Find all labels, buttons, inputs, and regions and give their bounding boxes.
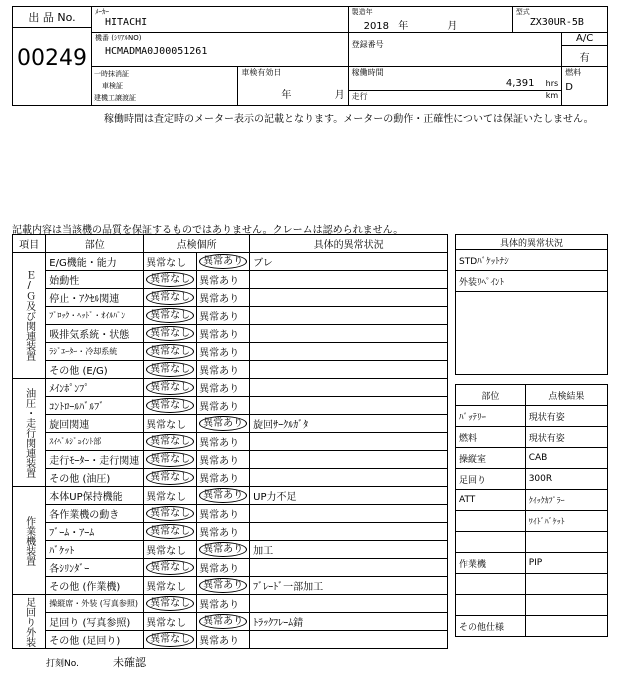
status-ng-cell	[197, 541, 250, 559]
table-row	[13, 307, 448, 325]
table-row	[13, 253, 448, 271]
detail-cell: ﾄﾗｯｸﾌﾚｰﾑ錆	[250, 613, 448, 631]
fuel-value: D	[565, 82, 573, 93]
status-ok-cell	[144, 595, 197, 613]
detail-cell	[250, 271, 448, 289]
status-ng-cell	[197, 505, 250, 523]
lot-label: 出 品 No.	[13, 9, 91, 28]
result-part: その他仕様	[456, 616, 526, 637]
hours-label: 稼働時間	[351, 68, 384, 77]
detail-cell	[250, 379, 448, 397]
fuel-label: 燃料	[565, 68, 582, 77]
status-ok-label: 異常なし	[146, 546, 187, 557]
result-value: 現状有姿	[525, 427, 607, 448]
year-unit: 年	[398, 21, 409, 32]
result-part: 燃料	[456, 427, 526, 448]
header-table	[12, 6, 608, 106]
side-issue-2: 外装ﾘﾍﾟｲﾝﾄ	[456, 271, 608, 292]
status-ng-cell	[197, 613, 250, 631]
status-ng-label: 異常あり	[199, 600, 240, 611]
part-cell: その他 (油圧)	[46, 469, 144, 487]
part-cell: 吸排気系統・状態	[46, 325, 144, 343]
part-cell: E/G機能・能力	[46, 253, 144, 271]
status-ok-cell	[144, 505, 197, 523]
status-ok-label: 異常なし	[146, 420, 187, 431]
status-ok-label: 異常なし	[146, 492, 187, 503]
status-ng-label: 異常あり	[199, 384, 240, 395]
status-ok-cell	[144, 613, 197, 631]
detail-cell	[250, 523, 448, 541]
serial-value: HCMADMA0J00051261	[105, 46, 208, 57]
result-part: ATT	[456, 490, 526, 511]
table-row	[13, 469, 448, 487]
result-value: PIP	[525, 553, 607, 574]
part-cell: 始動性	[46, 271, 144, 289]
status-ok-cell	[144, 289, 197, 307]
part-cell: ｽｲﾍﾞﾙｼﾞｮｲﾝﾄ部	[46, 433, 144, 451]
status-ng-selected: 異常あり	[199, 416, 247, 431]
status-ok-selected: 異常なし	[146, 524, 194, 539]
table-row	[13, 361, 448, 379]
result-part	[456, 532, 526, 553]
status-ok-cell	[144, 451, 197, 469]
result-row	[456, 448, 608, 469]
status-ng-label: 異常あり	[199, 348, 240, 359]
inspection-table	[12, 234, 448, 649]
side-issues-header: 具体的異常状況	[456, 235, 608, 250]
status-ng-label: 異常あり	[199, 294, 240, 305]
status-ok-cell	[144, 631, 197, 649]
hours-cell	[348, 67, 562, 91]
table-row	[13, 577, 448, 595]
travel-cell	[348, 90, 562, 105]
result-value: 300R	[525, 469, 607, 490]
status-ng-selected: 異常あり	[199, 614, 247, 629]
hours-unit: hrs	[545, 79, 559, 88]
status-ok-selected: 異常なし	[146, 596, 194, 611]
status-ok-selected: 異常なし	[146, 272, 194, 287]
part-cell: ﾗｼﾞｴｰﾀｰ・冷却系統	[46, 343, 144, 361]
status-ng-label: 異常あり	[199, 330, 240, 341]
detail-cell	[250, 433, 448, 451]
result-part	[456, 595, 526, 616]
disclaimer: 記載内容は当該機の品質を保証するものではありません。クレームは認められません。	[12, 225, 404, 236]
col-check: 点検個所	[144, 235, 250, 253]
status-ok-cell	[144, 325, 197, 343]
registration-cell	[348, 33, 562, 67]
status-ng-cell	[197, 523, 250, 541]
part-cell: その他 (足回り)	[46, 631, 144, 649]
col-detail: 具体的異常状況	[250, 235, 448, 253]
status-ok-label: 異常なし	[146, 582, 187, 593]
result-part: 操縦室	[456, 448, 526, 469]
status-ok-cell	[144, 559, 197, 577]
part-cell: ﾌﾞﾛｯｸ・ﾍｯﾄﾞ・ｵｲﾙﾊﾟﾝ	[46, 307, 144, 325]
detail-cell	[250, 559, 448, 577]
status-ok-cell	[144, 487, 197, 505]
table-row	[13, 487, 448, 505]
status-ng-cell	[197, 271, 250, 289]
result-row	[456, 595, 608, 616]
travel-label: 走行	[351, 91, 368, 101]
detail-cell	[250, 361, 448, 379]
result-part: 作業機	[456, 553, 526, 574]
serial-label: 機番 (ｼﾘｱﾙNO)	[95, 34, 142, 42]
status-ng-label: 異常あり	[199, 438, 240, 449]
status-ng-label: 異常あり	[199, 510, 240, 521]
ac-value: 有	[562, 46, 608, 67]
status-ok-selected: 異常なし	[146, 290, 194, 305]
table-row	[13, 343, 448, 361]
result-row	[456, 427, 608, 448]
hours-note: 稼働時間は査定時のメーター表示の記載となります。メーターの動作・正確性については保証いたしません。	[104, 114, 594, 125]
ac-label: A/C	[562, 33, 608, 46]
status-ok-cell	[144, 307, 197, 325]
status-ng-label: 異常あり	[199, 564, 240, 575]
table-row	[13, 397, 448, 415]
status-ok-cell	[144, 253, 197, 271]
result-row	[456, 511, 608, 532]
table-row	[13, 631, 448, 649]
status-ok-cell	[144, 379, 197, 397]
status-ok-selected: 異常なし	[146, 344, 194, 359]
detail-cell	[250, 451, 448, 469]
detail-cell: 加工	[250, 541, 448, 559]
result-part: 足回り	[456, 469, 526, 490]
status-ok-selected: 異常なし	[146, 560, 194, 575]
status-ng-label: 異常あり	[199, 636, 240, 647]
detail-cell	[250, 343, 448, 361]
model-value: ZX30UR-5B	[529, 17, 584, 28]
status-ng-cell	[197, 361, 250, 379]
status-ng-label: 異常あり	[199, 528, 240, 539]
inspection-results-table	[455, 384, 608, 637]
model-cell	[512, 7, 607, 33]
status-ng-label: 異常あり	[199, 276, 240, 287]
status-ng-selected: 異常あり	[199, 542, 247, 557]
part-cell: 旋回関連	[46, 415, 144, 433]
maker-label: ﾒｰｶｰ	[95, 8, 109, 16]
result-row	[456, 574, 608, 595]
part-cell: ﾒｲﾝﾎﾟﾝﾌﾟ	[46, 379, 144, 397]
result-row	[456, 490, 608, 511]
year-cell	[348, 7, 512, 33]
detail-cell	[250, 631, 448, 649]
detail-cell	[250, 325, 448, 343]
col-part: 部位	[46, 235, 144, 253]
detail-cell	[250, 397, 448, 415]
model-label: 型式	[515, 8, 530, 16]
detail-cell: ブレ	[250, 253, 448, 271]
side-issue-blank	[456, 292, 608, 375]
hours-value: 4,391	[505, 78, 535, 89]
status-ng-label: 異常あり	[199, 402, 240, 413]
status-ok-selected: 異常なし	[146, 362, 194, 377]
status-ok-selected: 異常なし	[146, 434, 194, 449]
part-cell: ｺﾝﾄﾛｰﾙﾊﾞﾙﾌﾞ	[46, 397, 144, 415]
detail-cell: UP力不足	[250, 487, 448, 505]
status-ok-label: 異常なし	[146, 618, 187, 629]
status-ok-cell	[144, 271, 197, 289]
status-ng-cell	[197, 631, 250, 649]
detail-cell	[250, 505, 448, 523]
table-row	[13, 559, 448, 577]
fuel-cell	[562, 67, 608, 106]
part-cell: 走行ﾓｰﾀｰ・走行関連	[46, 451, 144, 469]
status-ng-cell	[197, 595, 250, 613]
status-ng-cell	[197, 469, 250, 487]
validity-cell	[238, 67, 348, 106]
status-ng-cell	[197, 253, 250, 271]
km-unit: km	[545, 90, 559, 100]
part-cell: ﾌﾞｰﾑ・ｱｰﾑ	[46, 523, 144, 541]
status-ok-label: 異常なし	[146, 258, 187, 269]
status-ok-selected: 異常なし	[146, 308, 194, 323]
category-label: 足回り外装	[13, 595, 46, 649]
status-ng-label: 異常あり	[199, 474, 240, 485]
status-ng-cell	[197, 325, 250, 343]
result-value	[525, 616, 607, 637]
maker-cell	[92, 7, 349, 33]
table-row	[13, 325, 448, 343]
status-ok-selected: 異常なし	[146, 470, 194, 485]
validity-label: 車検有効日	[241, 68, 282, 77]
status-ok-cell	[144, 523, 197, 541]
result-row	[456, 553, 608, 574]
status-ok-selected: 異常なし	[146, 326, 194, 341]
results-col-result: 点検結果	[525, 385, 607, 406]
status-ng-cell	[197, 433, 250, 451]
category-label: Ｅ/Ｇ及び関連装置	[13, 253, 46, 379]
status-ok-cell	[144, 469, 197, 487]
status-ok-selected: 異常なし	[146, 398, 194, 413]
status-ng-label: 異常あり	[199, 456, 240, 467]
status-ok-selected: 異常なし	[146, 506, 194, 521]
side-issue-1: STDﾊﾞｹｯﾄﾅｼ	[456, 250, 608, 271]
status-ng-cell	[197, 487, 250, 505]
year-label: 製造年	[351, 8, 373, 16]
table-row	[13, 289, 448, 307]
status-ng-cell	[197, 343, 250, 361]
part-cell: 各作業機の動き	[46, 505, 144, 523]
col-item: 項目	[13, 235, 46, 253]
table-row	[13, 541, 448, 559]
status-ok-selected: 異常なし	[146, 380, 194, 395]
transfer-cert-label: 建機工譲渡証	[94, 94, 136, 102]
stamp-label: 打刻No.	[46, 659, 79, 669]
lot-cell	[13, 7, 92, 106]
result-row	[456, 469, 608, 490]
status-ng-cell	[197, 451, 250, 469]
part-cell: 本体UP保持機能	[46, 487, 144, 505]
result-part	[456, 511, 526, 532]
result-value: ｸｲｯｸｶﾌﾟﾗｰ	[525, 490, 607, 511]
part-cell: ﾊﾞｹｯﾄ	[46, 541, 144, 559]
detail-cell	[250, 595, 448, 613]
vehicle-inspection-label: 車検証	[102, 82, 123, 90]
status-ok-cell	[144, 541, 197, 559]
status-ok-cell	[144, 397, 197, 415]
status-ng-selected: 異常あり	[199, 488, 247, 503]
status-ng-cell	[197, 379, 250, 397]
status-ok-selected: 異常なし	[146, 452, 194, 467]
part-cell: 操縦席・外装 (写真参照)	[46, 595, 144, 613]
status-ok-selected: 異常なし	[146, 632, 194, 647]
status-ok-cell	[144, 415, 197, 433]
category-label: 油圧・走行関連装置	[13, 379, 46, 487]
table-row	[13, 613, 448, 631]
side-issues-table	[455, 234, 608, 375]
category-label: 作業機装置	[13, 487, 46, 595]
table-row	[13, 523, 448, 541]
table-row	[13, 433, 448, 451]
result-value	[525, 595, 607, 616]
status-ok-cell	[144, 343, 197, 361]
status-ng-selected: 異常あり	[199, 578, 247, 593]
part-cell: 停止・ｱｸｾﾙ関連	[46, 289, 144, 307]
result-part: ﾊﾞｯﾃﾘｰ	[456, 406, 526, 427]
serial-cell	[92, 33, 349, 67]
result-value	[525, 574, 607, 595]
status-ng-label: 異常あり	[199, 312, 240, 323]
result-value	[525, 532, 607, 553]
part-cell: その他 (作業機)	[46, 577, 144, 595]
temp-cancel-label: 一時抹消証	[94, 70, 129, 78]
table-row	[13, 379, 448, 397]
detail-cell	[250, 469, 448, 487]
status-ng-selected: 異常あり	[199, 254, 247, 269]
status-ng-label: 異常あり	[199, 366, 240, 377]
lot-number: 00249	[17, 46, 87, 71]
table-row	[13, 595, 448, 613]
status-ok-cell	[144, 433, 197, 451]
detail-cell	[250, 289, 448, 307]
registration-label: 登録番号	[351, 40, 384, 49]
status-ng-cell	[197, 415, 250, 433]
result-row	[456, 616, 608, 637]
status-ng-cell	[197, 307, 250, 325]
detail-cell: 旋回ｻｰｸﾙｶﾞﾀ	[250, 415, 448, 433]
maker-value: HITACHI	[105, 17, 148, 28]
table-row	[13, 415, 448, 433]
month-unit: 月	[447, 21, 458, 32]
validity-month-unit: 月	[334, 90, 345, 101]
part-cell: 各ｼﾘﾝﾀﾞｰ	[46, 559, 144, 577]
status-ok-cell	[144, 361, 197, 379]
year-value: 2018	[363, 21, 390, 32]
results-col-part: 部位	[456, 385, 526, 406]
status-ok-cell	[144, 577, 197, 595]
status-ng-cell	[197, 397, 250, 415]
certificates-cell	[92, 67, 238, 106]
result-value: CAB	[525, 448, 607, 469]
detail-cell	[250, 307, 448, 325]
validity-year-unit: 年	[281, 90, 292, 101]
part-cell: その他 (E/G)	[46, 361, 144, 379]
table-row	[13, 505, 448, 523]
status-ng-cell	[197, 559, 250, 577]
status-ng-cell	[197, 289, 250, 307]
result-part	[456, 574, 526, 595]
table-row	[13, 451, 448, 469]
result-value: 現状有姿	[525, 406, 607, 427]
result-value: ﾜｲﾄﾞﾊﾞｹｯﾄ	[525, 511, 607, 532]
part-cell: 足回り (写真参照)	[46, 613, 144, 631]
result-row	[456, 406, 608, 427]
stamp-value: 未確認	[113, 656, 146, 669]
detail-cell: ﾌﾞﾚｰﾄﾞ一部加工	[250, 577, 448, 595]
table-row	[13, 271, 448, 289]
status-ng-cell	[197, 577, 250, 595]
result-row	[456, 532, 608, 553]
